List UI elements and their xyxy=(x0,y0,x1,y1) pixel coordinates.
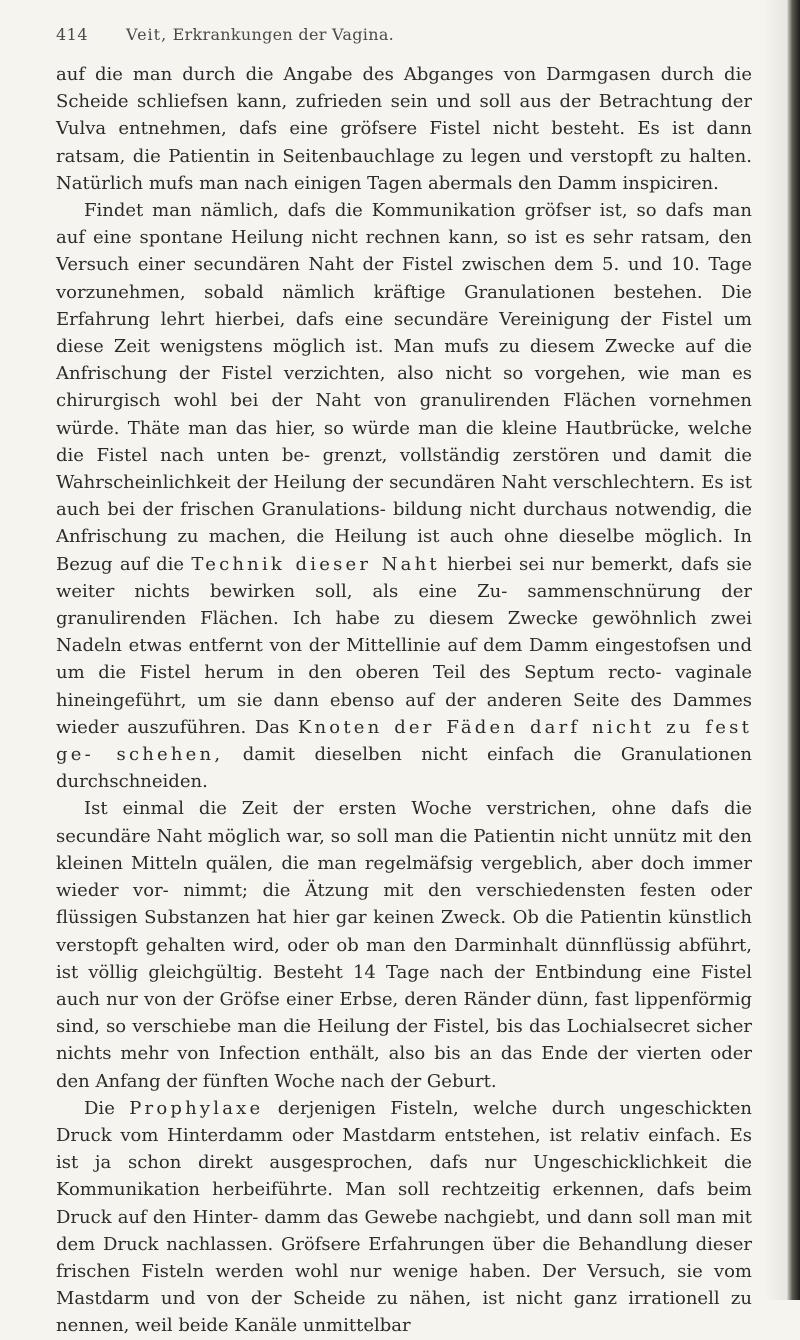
page-number: 414 xyxy=(56,25,89,44)
paragraph xyxy=(56,795,752,1094)
text-segment: Findet man nämlich, dafs die Kommunikation gröfser ist, so dafs man auf eine spontane Heilung nicht rechnen kann, so ist es sehr ratsam, den Versuch einer secundären Naht der Fistel zwischen dem 5. und 10. Tage vorzunehmen, sobald nämlich kräftige Granulationen bestehen. Die Erfahrung lehrt hierbei, dafs eine secundäre Vereinigung der Fistel um diese Zeit wenigstens möglich ist. Man mufs zu diesem Zwecke auf die Anfrischung der Fistel verzichten, also nicht so vorgehen, wie man es chirurgisch wohl bei der Naht von granulirenden Flächen vornehmen würde. Thäte man das hier, so würde man die kleine Hautbrücke, welche die Fistel nach unten be- grenzt, vollständig zerstören und damit die Wahrscheinlichkeit der Heilung der secundären Naht verschlechtern. Es ist auch bei der frischen Granulations- bildung nicht durchaus notwendig, die Anfrischung zu machen, die Heilung ist auch ohne dieselbe möglich. In Bezug auf die xyxy=(56,200,752,575)
binding-shadow xyxy=(764,0,786,1300)
text-segment: Die xyxy=(84,1097,130,1119)
running-title xyxy=(126,22,394,48)
emphasized-text: Technik dieser Naht xyxy=(191,553,440,575)
text-segment: derjenigen Fisteln, welche durch ungeschickten Druck vom Hinterdamm oder Mastdarm entstehen, ist relativ einfach. Es ist ja schon direkt ausgesprochen, dafs nur Ungeschicklichkeit die Kommunikation herbeiführte. Man soll rechtzeitig erkennen, dafs beim Druck auf den Hinter- damm das Gewebe nachgiebt, und dann soll man mit dem Druck nachlassen. Gröfsere Erfahrungen über die Behandlung dieser frischen Fisteln werden wohl nur wenige haben. Der Versuch, sie vom Mastdarm und von der Scheide zu nähen, ist nicht ganz irrationell zu nennen, weil beide Kanäle unmittelbar xyxy=(56,1097,752,1337)
body-text xyxy=(56,61,752,1340)
paragraph xyxy=(56,1095,752,1340)
running-title-text: Erkrankungen der Vagina. xyxy=(172,25,395,44)
running-title-author: Veit, xyxy=(126,25,168,44)
text-segment: damit dieselben nicht einfach die Granulationen durchschneiden. xyxy=(56,744,752,793)
running-header xyxy=(56,22,740,48)
emphasized-text: Prophylaxe xyxy=(129,1097,264,1119)
book-binding-edge xyxy=(786,0,800,1300)
text-segment: Ist einmal die Zeit der ersten Woche verstrichen, ohne dafs die secundäre Naht möglich war, so soll man die Patientin nicht unnütz mit den kleinen Mitteln quälen, die man regelmäfsig vergeblich, aber doch immer wieder vor- nimmt; die Ätzung mit den verschiedensten festen oder flüssigen Substanzen hat hier gar keinen Zweck. Ob die Patientin künstlich verstopft gehalten wird, oder ob man den Darminhalt dünnflüssig abführt, ist völlig gleichgültig. Besteht 14 Tage nach der Entbindung eine Fistel auch nur von der Gröfse einer Erbse, deren Ränder dünn, fast lippenförmig sind, so verschiebe man die Heilung der Fistel, bis das Lochialsecret sicher nichts mehr von Infection enthält, also bis an das Ende der vierten oder den Anfang der fünften Woche nach der Geburt. xyxy=(56,798,752,1092)
paragraph xyxy=(56,61,752,197)
paragraph xyxy=(56,197,752,795)
emphasized-text: Knoten der Fäden darf nicht zu fest ge- schehen, xyxy=(56,716,753,766)
text-segment: auf die man durch die Angabe des Abganges von Darmgasen durch die Scheide schliefsen kann, zufrieden sein und soll aus der Betrachtung der Vulva entnehmen, dafs eine gröfsere Fistel nicht besteht. Es ist dann ratsam, die Patientin in Seitenbauchlage zu legen und verstopft zu halten. Natürlich mufs man nach einigen Tagen abermals den Damm inspiciren. xyxy=(56,64,752,194)
text-segment: hierbei sei nur bemerkt, dafs sie weiter nichts bewirken soll, als eine Zu- sammenschnürung der granulirenden Flächen. Ich habe zu diesem Zwecke gewöhnlich zwei Nadeln etwas entfernt von der Mittellinie auf dem Damm eingestofsen und um die Fistel herum in den oberen Teil des Septum recto- vaginale hineingeführt, um sie dann ebenso auf der anderen Seite des Dammes wieder auszuführen. Das xyxy=(56,553,753,738)
